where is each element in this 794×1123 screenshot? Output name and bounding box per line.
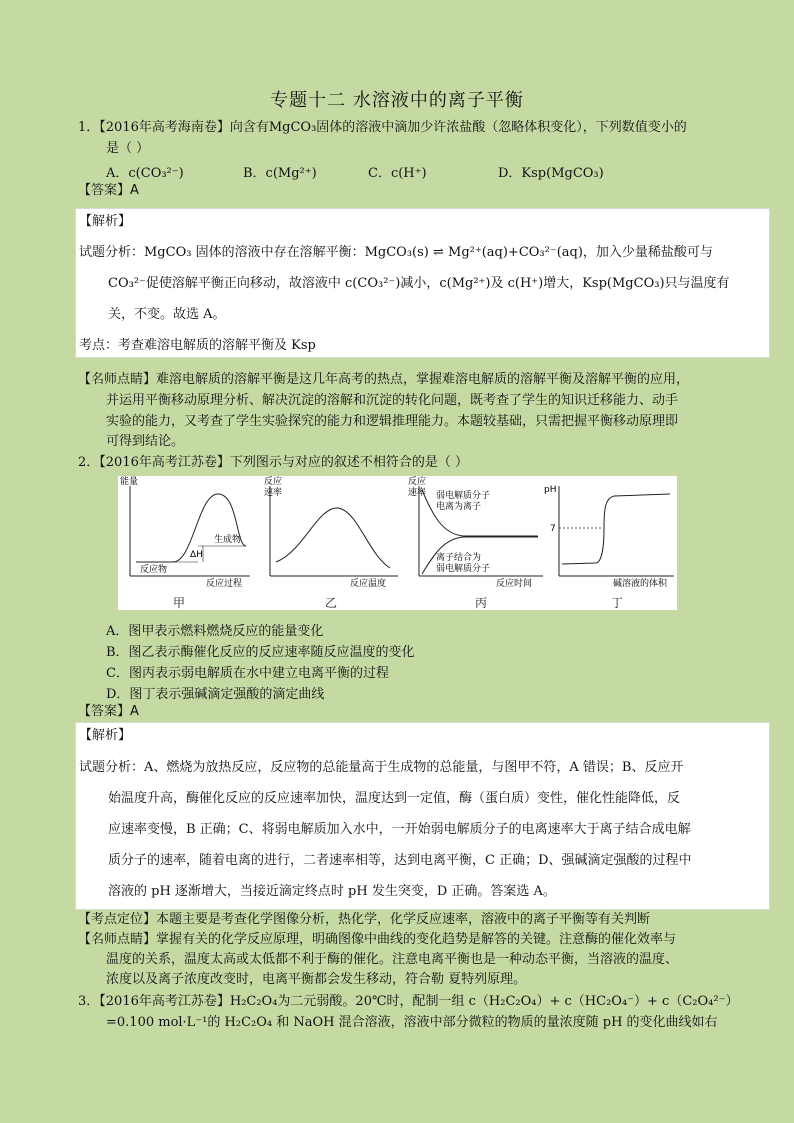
q1-dianjing-line2: 并运用平衡移动原理分析、解决沉淀的溶解和沉淀的转化问题，既考查了学生的知识迁移能力、动手 [106,393,679,408]
q2-dianjing-line2: 温度的关系，温度太高或太低都不利于酶的催化。注意电离平衡也是一种动态平衡，当溶液的温度、 [106,952,679,967]
q2-option-d: D．图丁表示强碱滴定强酸的滴定曲线 [106,687,325,702]
q1-answer: 【答案】A [78,183,139,198]
caption-yi: 乙 [325,596,338,610]
graph-jia [120,476,250,589]
caption-ding: 丁 [611,596,624,610]
q2-figure [118,476,677,610]
page-title: 专题十二 水溶液中的离子平衡 [270,90,524,111]
q2-analysis-line2: 始温度升高，酶催化反应的反应速率加快，温度达到一定值，酶（蛋白质）变性，催化性能降低，反 [108,791,681,806]
jia-dh: ΔH [190,550,203,560]
ding-mark: 7 [550,524,556,534]
q2-figure-graphs [118,476,677,610]
q2-option-b: B．图乙表示酶催化反应的反应速率随反应温度的变化 [106,645,415,660]
graph-bing [408,476,543,589]
q2-analysis-line3: 应速率变慢，B 正确；C、将弱电解质加入水中，一开始弱电解质分子的电离速率大于离子结合成电解 [108,822,691,837]
caption-jia: 甲 [173,596,186,610]
q1-stem-line2: 是（ ） [106,141,150,156]
q1-analysis-line1: 试题分析：MgCO₃ 固体的溶液中存在溶解平衡：MgCO₃(s) ⇌ Mg²⁺(aq)+CO₃²⁻(aq)，加入少量稀盐酸可与 [79,245,713,260]
q1-dianjing-line1: 【名师点睛】难溶电解质的溶解平衡是这几年高考的热点，掌握难溶电解质的溶解平衡及溶解平衡的应用， [78,372,690,387]
q2-analysis-line1: 试题分析：A、燃烧为放热反应，反应物的总能量高于生成物的总能量，与图甲不符，A 错误；B、反应开 [79,760,684,775]
bing-ylabel1: 反应 [408,477,427,487]
q2-dianjing-line1: 【名师点睛】掌握有关的化学反应原理，明确图像中曲线的变化趋势是解答的关键。注意酶的催化效率与 [78,932,677,947]
graph-yi [264,476,398,589]
q1-option-d: D．Ksp(MgCO₃) [498,166,604,181]
q1-option-a: A．c(CO₃²⁻) [106,166,184,181]
q2-option-c: C．图丙表示弱电解质在水中建立电离平衡的过程 [106,666,389,681]
jia-xlabel: 反应过程 [206,579,243,589]
q2-analysis-line4: 质分子的速率，随着电离的进行，二者速率相等，达到电离平衡，C 正确；D、强碱滴定强酸的过程中 [108,853,692,868]
q2-analysis-line5: 溶液的 pH 逐渐增大，当接近滴定终点时 pH 发生突变，D 正确。答案选 A。 [108,884,556,899]
q1-analysis-line3: 关，不变。故选 A。 [108,307,226,322]
q2-kaodian: 【考点定位】本题主要是考查化学图像分析，热化学，化学反应速率，溶液中的离子平衡等有关判断 [78,912,651,927]
ding-xlabel: 碱溶液的体积 [613,579,668,589]
q2-stem: 2．【2016年高考江苏卷】下列图示与对应的叙述不相符合的是（ ） [78,455,468,470]
q1-analysis-box [75,208,770,358]
q2-answer: 【答案】A [78,704,139,719]
graph-ding [544,485,674,589]
yi-xlabel: 反应温度 [350,579,387,589]
q2-analysis-head: 【解析】 [79,728,132,743]
bing-bot1: 离子结合为 [436,553,482,563]
q2-dianjing-line3: 浓度以及离子浓度改变时，电离平衡都会发生移动，符合勒 夏特列原理。 [106,972,527,987]
jia-reactant: 反应物 [140,565,168,575]
q1-kaodian: 考点：考查难溶电解质的溶解平衡及 Ksp [79,338,316,353]
q1-dianjing-line3: 实验的能力，又考查了学生实验探究的能力和逻辑推理能力。本题较基础，只需把握平衡移动原理即 [106,414,679,429]
yi-ylabel2: 速率 [264,488,283,498]
q2-option-a: A．图甲表示燃料燃烧反应的能量变化 [106,624,324,639]
ding-ylabel: pH [544,485,557,495]
q1-dianjing-line4: 可得到结论。 [106,434,185,449]
bing-ylabel2: 速率 [408,488,427,498]
jia-ylabel: 能量 [120,477,139,487]
yi-ylabel1: 反应 [264,477,283,487]
q1-option-b: B．c(Mg²⁺) [243,166,317,181]
bing-xlabel: 反应时间 [496,579,533,589]
jia-product: 生成物 [214,535,242,545]
bing-bot2: 弱电解质分子 [436,564,491,574]
caption-bing: 丙 [475,596,488,610]
q3-stem-line2: =0.100 mol·L⁻¹的 H₂C₂O₄ 和 NaOH 混合溶液，溶液中部分微粒的物质的量浓度随 pH 的变化曲线如右 [106,1015,718,1030]
q1-analysis-line2: CO₃²⁻促使溶解平衡正向移动，故溶液中 c(CO₃²⁻)减小，c(Mg²⁺)及 c(H⁺)增大，Ksp(MgCO₃)只与温度有 [108,276,730,291]
bing-top2: 电离为离子 [436,502,482,512]
q1-option-c: C．c(H⁺) [368,166,427,181]
q1-analysis-head: 【解析】 [79,214,132,229]
q2-analysis-box [75,722,770,910]
bing-top1: 弱电解质分子 [436,491,491,501]
q1-stem-line1: 1．【2016年高考海南卷】向含有MgCO₃固体的溶液中滴加少许浓盐酸（忽略体积变化），下列数值变小的 [78,120,687,135]
q3-stem-line1: 3．【2016年高考江苏卷】H₂C₂O₄为二元弱酸。20℃时，配制一组 c（H₂C₂O₄）+ c（HC₂O₄⁻）+ c（C₂O₄²⁻） [78,994,739,1009]
